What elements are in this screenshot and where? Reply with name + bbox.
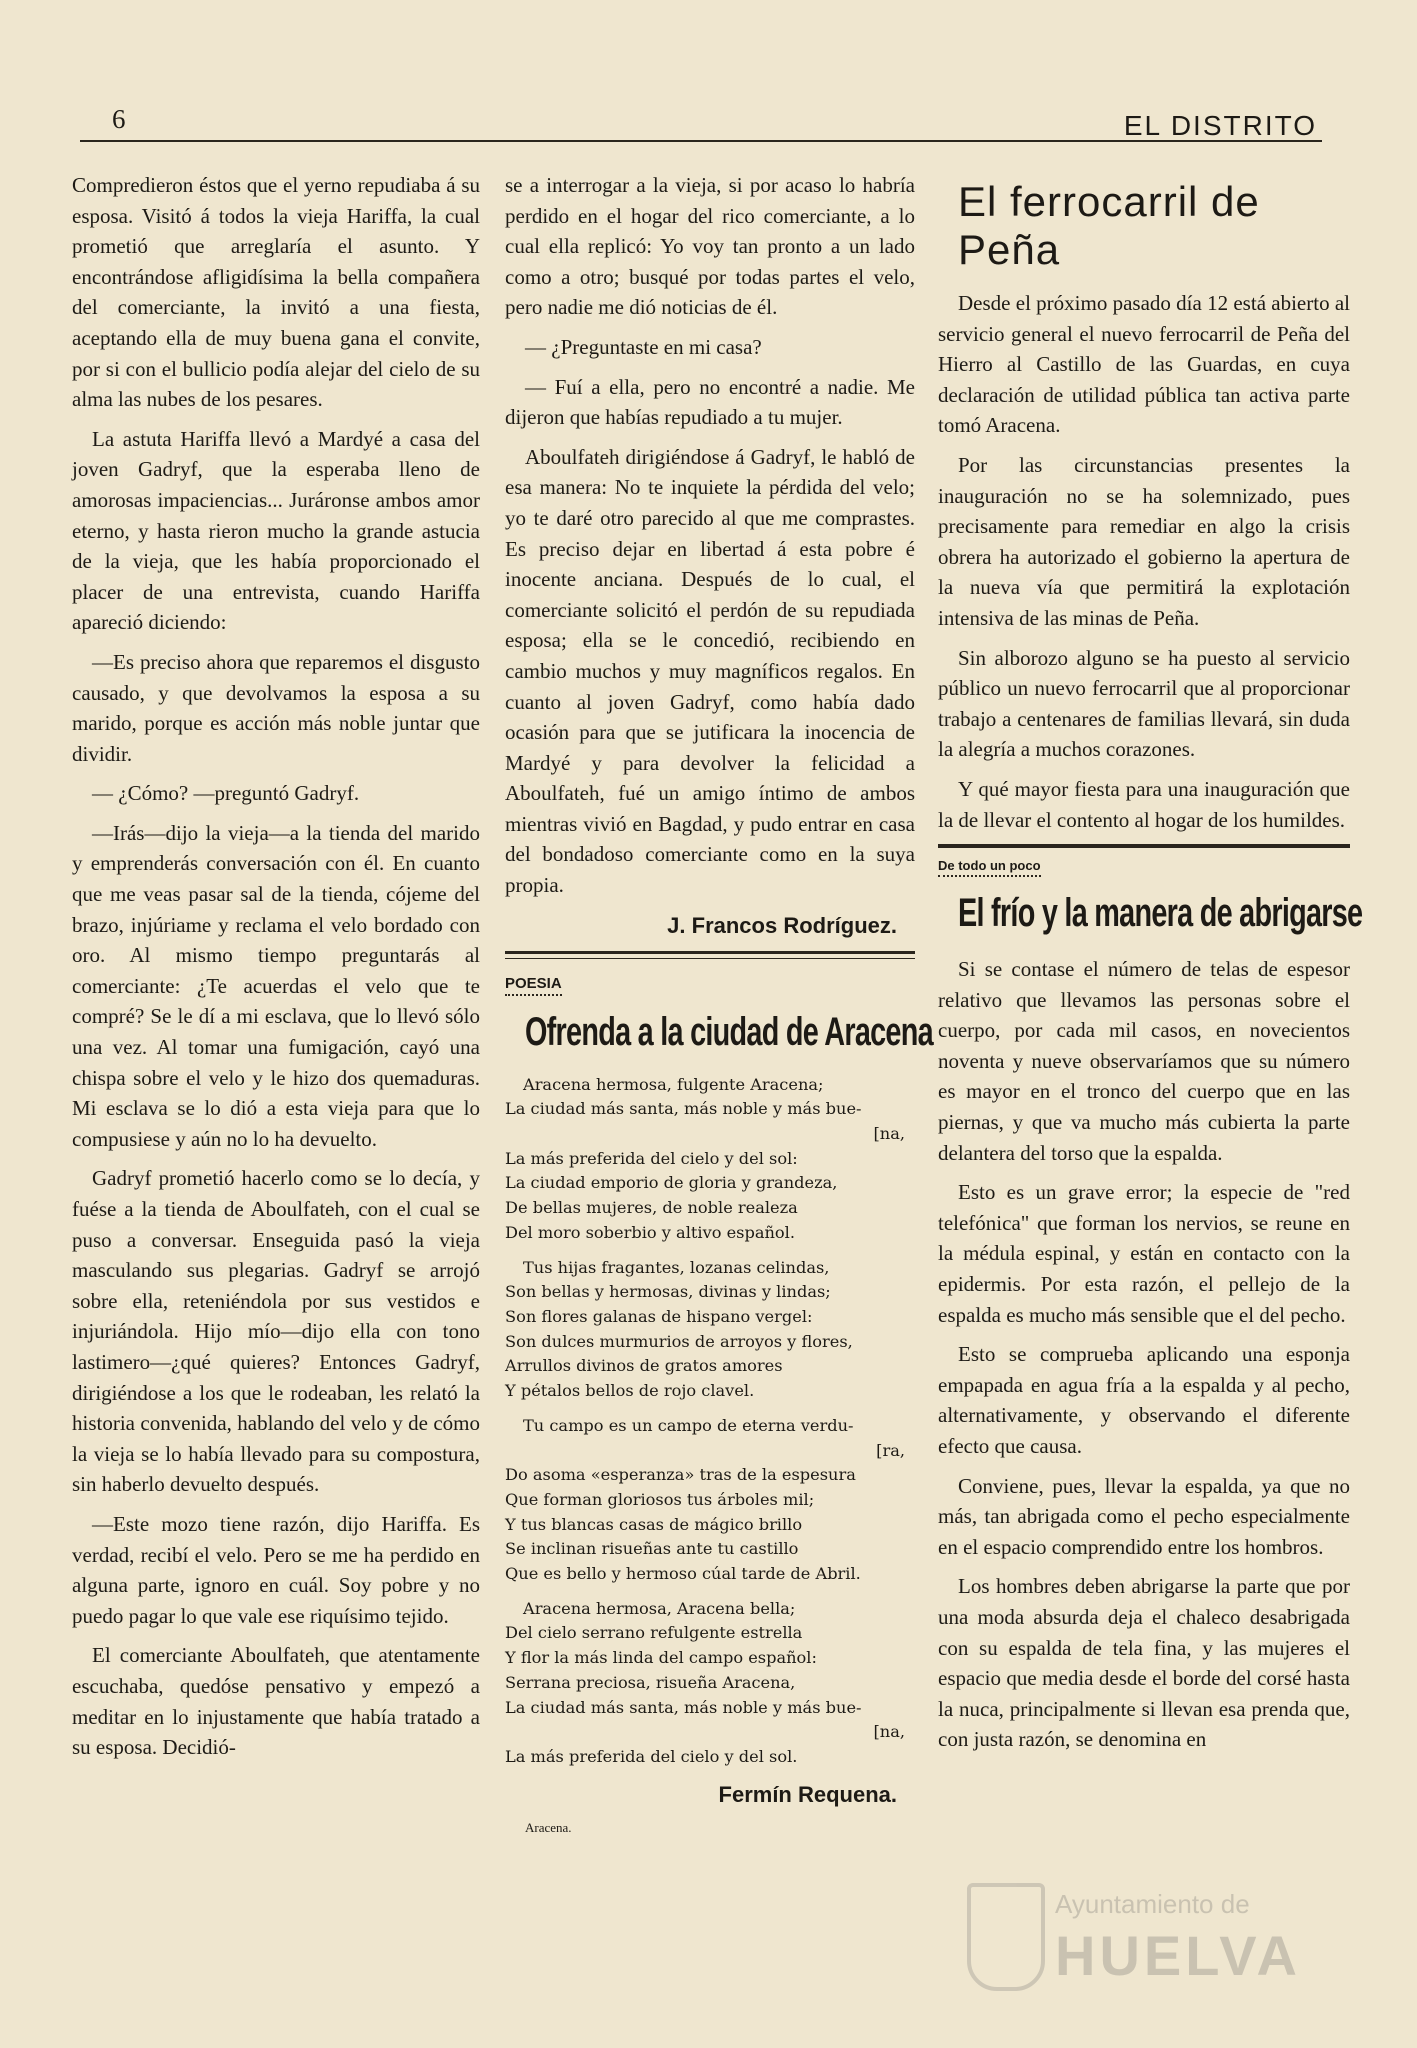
poem-stanza [505, 1597, 915, 1770]
paragraph: Esto es un grave error; la especie de "red telefónica" que forman los nervios, se reune en la médula espinal, y están en contacto con la epidermis. Por esta razón, el pellejo de la espalda es mucho más sensible que el del pecho. [938, 1180, 1350, 1327]
paragraph: Esto se comprueba aplicando una esponja empapada en agua fría a la espalda y al pecho, alternativamente, y observando el diferente efecto que causa. [938, 1342, 1350, 1458]
poem-line: Que forman gloriosos tus árboles mil; [505, 1489, 815, 1509]
column-2 [505, 170, 933, 1836]
poem [505, 1073, 915, 1770]
poem-line: La ciudad más santa, más noble y más bue- [505, 1099, 862, 1119]
paragraph: Los hombres deben abrigarse la parte que por una moda absurda deja el chaleco desabrigada con su espalda de tela fina, y las mujeres el espacio que media desde el borde del corsé hasta la nuca, principalmente si llevan esa prenda que, con justa razón, se denomina en [938, 1574, 1350, 1752]
paragraph: Si se contase el número de telas de espesor relativo que llevamos las personas sobre el cuerpo, por cada mil casos, en novecientos noventa y nueve observaríamos que su número es mayor en el tronco del cuerpo que en las piernas, y que va mucho más cubierta la parte delantera del torso que la espalda. [938, 957, 1350, 1165]
paragraph: Aboulfateh dirigiéndose á Gadryf, le habló de esa manera: No te inquiete la pérdida del velo; yo te daré otro parecido al que me comprastes. Es preciso dejar en libertad á esta pobre é inocente anciana. Después de lo cual, el comerciante solicitó el perdón de su repudiada esposa; ella se le concedió, recibiendo en cambio muchos y muy magníficos regalos. En cuanto al joven Gadryf, como había dado ocasión para que se jutificara la inocencia de Mardyé y para devolver la felicidad a Aboulfateh, fué un amigo íntimo de ambos mientras vivió en Bagdad, y pudo entrar en casa del bondadoso comerciante como en la suya propia. [505, 444, 915, 898]
poem-line: Que es bello y hermoso cúal tarde de Abril. [505, 1564, 861, 1584]
poem-line: Y flor la más linda del campo español: [505, 1648, 817, 1668]
watermark-line-2: HUELVA [1055, 1924, 1301, 1987]
poem-line: La más preferida del cielo y del sol. [505, 1746, 798, 1766]
poem-stanza [505, 1414, 915, 1587]
poem-stanza [505, 1256, 915, 1404]
paragraph: La astuta Hariffa llevó a Mardyé a casa del joven Gadryf, que la esperaba lleno de amorosas impaciencias... Juráronse ambos amor eterno, y hasta rieron mucho la grande astucia de la vieja, que les había proporcionado el placer de una entrevista, cuando Hariffa apareció diciendo: [72, 426, 480, 635]
poem-line: Tus hijas fragantes, lozanas celindas, [523, 1257, 830, 1277]
poem-line: Aracena hermosa, fulgente Aracena; [523, 1074, 824, 1094]
section-divider [505, 951, 915, 959]
poem-line: Tu campo es un campo de eterna verdu- [523, 1415, 854, 1435]
paragraph: —Es preciso ahora que reparemos el disgusto causado, y que devolvamos la esposa a su marido, porque es acción más noble juntar que dividir. [72, 649, 480, 766]
paragraph: Sin alborozo alguno se ha puesto al servicio público un nuevo ferrocarril que al proporcionar trabajo a centenares de familias llevará, sin duda la alegría a muchos corazones. [938, 645, 1350, 762]
poem-line-continuation: [na, [873, 1722, 905, 1742]
poem-line: La ciudad emporio de gloria y grandeza, [505, 1173, 838, 1193]
poem-line: Arrullos divinos de gratos amores [505, 1356, 783, 1376]
poem-line: De bellas mujeres, de noble realeza [505, 1198, 798, 1218]
coat-of-arms-icon [967, 1883, 1045, 1991]
column-1 [72, 170, 480, 1772]
poem-line: La más preferida del cielo y del sol: [505, 1148, 798, 1168]
article-title-frio: El frío y la manera de abrigarse [958, 891, 1363, 936]
paragraph: Por las circunstancias presentes la inauguración no se ha solemnizado, pues precisamente para remediar en algo la crisis obrera ha autorizado el gobierno la apertura de la nueva vía que permitirá la explotación intensiva de las minas de Peña. [938, 452, 1350, 630]
paragraph: —Este mozo tiene razón, dijo Hariffa. Es verdad, recibí el velo. Pero se me ha perdido en alguna parte, ignoro en cuál. Soy pobre y no puedo pagar lo que vale ese riquísimo tejido. [72, 1511, 480, 1628]
masthead: EL DISTRITO [1123, 110, 1317, 141]
paragraph: Y qué mayor fiesta para una inauguración que la de llevar el contento al hogar de los humildes. [938, 776, 1350, 832]
paragraph: Conviene, pues, llevar la espalda, ya que no más, tan abrigada como el pecho especialmente en el espacio comprendido entre los hombros. [938, 1473, 1350, 1559]
poem-line: Son dulces murmurios de arroyos y flores, [505, 1331, 853, 1351]
poem-line: Son bellas y hermosas, divinas y lindas; [505, 1282, 831, 1302]
poem-line-continuation: [ra, [876, 1440, 905, 1460]
poem-line: Serrana preciosa, risueña Aracena, [505, 1672, 796, 1692]
archive-watermark [967, 1883, 1307, 1993]
section-label-poesia: POESIA [505, 975, 562, 996]
paragraph: Gadryf prometió hacerlo como se lo decía, y fuése a la tienda de Aboulfateh, con el cual se puso a conversar. Enseguida pasó la vieja masculando sus plegarias. Gadryf se arrojó sobre ella, reteniéndola por sus vestidos e injuriándola. Hijo mío—dijo ella con tono lastimero—¿qué quieres? Entonces Gadryf, dirigiéndose a los que le rodeaban, les relató la historia convenida, hablando del velo y de cómo la vieja se lo había llevado para su compostura, sin haberlo devuelto después. [72, 1166, 480, 1497]
poem-place: Aracena. [525, 1819, 572, 1835]
author-signature: J. Francos Rodríguez. [667, 912, 897, 938]
section-label-de-todo-un-poco: De todo un poco [938, 858, 1041, 877]
poem-line: Del moro soberbio y altivo español. [505, 1222, 795, 1242]
article-title-ferrocarril: El ferrocarril de Peña [958, 178, 1260, 273]
paragraph: El comerciante Aboulfateh, que atentamente escuchaba, quedóse pensativo y empezó a meditar en lo injustamente que había tratado a su esposa. Decidió- [72, 1643, 480, 1760]
section-divider [938, 844, 1350, 848]
page-number: 6 [112, 104, 126, 134]
poem-line: Do asoma «esperanza» tras de la espesura [505, 1465, 856, 1485]
paragraph: — ¿Preguntaste en mi casa? [525, 334, 762, 359]
poem-line: Se inclinan risueñas ante tu castillo [505, 1539, 799, 1559]
paragraph: —Irás—dijo la vieja—a la tienda del marido y emprenderás conversación con él. En cuanto que me veas pasar sal de la tienda, cójeme del brazo, injúriame y reclama el velo bordado con oro. Al mismo tiempo preguntarás al comerciante: ¿Te acuerdas el velo que te compré? Se le dí a mi esclava, que lo llevó sólo una vez. Al tomar una fumigación, cayó una chispa sobre el velo y le hizo dos quemaduras. Mi esclava se lo dió a esta vieja para que lo compusiese y aún no lo ha devuelto. [72, 820, 480, 1151]
poem-line: Aracena hermosa, Aracena bella; [523, 1598, 796, 1618]
poem-stanza [505, 1073, 915, 1246]
watermark-line-1: Ayuntamiento de [1055, 1889, 1250, 1919]
poem-line: Y tus blancas casas de mágico brillo [505, 1514, 803, 1534]
paragraph: — Fuí a ella, pero no encontré a nadie. Me dijeron que habías repudiado a tu mujer. [505, 374, 915, 430]
poem-title: Ofrenda a la ciudad de Aracena [525, 1009, 933, 1054]
column-3 [938, 170, 1363, 1764]
paragraph: se a interrogar a la vieja, si por acaso lo habría perdido en el hogar del rico comerciante, a lo cual ella replicó: Yo voy tan pronto a un lado como a otro; busqué por todas partes el velo, pero nadie me dió noticias de él. [505, 173, 915, 320]
paragraph: Desde el próximo pasado día 12 está abierto al servicio general el nuevo ferrocarril de Peña del Hierro al Castillo de las Guardas, en cuya declaración de utilidad pública tan activa parte tomó Aracena. [938, 291, 1350, 438]
poem-line: La ciudad más santa, más noble y más bue- [505, 1697, 862, 1717]
poem-line: Y pétalos bellos de rojo clavel. [505, 1381, 755, 1401]
poem-line-continuation: [na, [873, 1124, 905, 1144]
paragraph: Compredieron éstos que el yerno repudiaba á su esposa. Visitó á todos la vieja Hariffa, la cual prometió que arreglaría el asunto. Y encontrándose afligidísima la bella compañera del comerciante, la invitó a una fiesta, aceptando ella de muy buena gana el convite, por si con el bullicio podía alejar del cielo de su alma las nubes de los pesares. [72, 173, 480, 412]
paragraph: — ¿Cómo? —preguntó Gadryf. [92, 781, 360, 806]
header-rule [80, 140, 1322, 142]
poem-line: Son flores galanas de hispano vergel: [505, 1306, 813, 1326]
poem-line: Del cielo serrano refulgente estrella [505, 1623, 803, 1643]
poet-signature: Fermín Requena. [718, 1781, 897, 1807]
